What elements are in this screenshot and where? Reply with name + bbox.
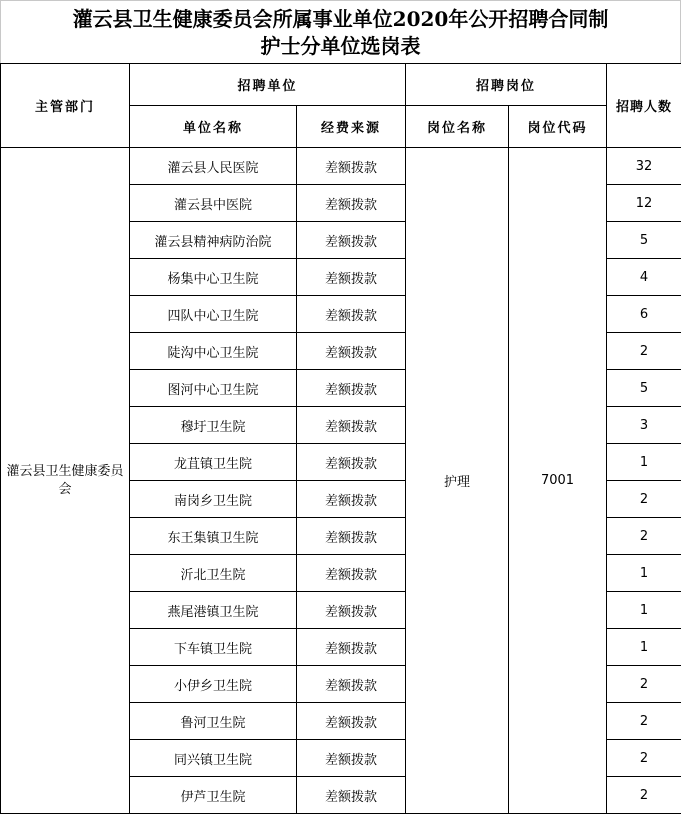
count-cell: 2 [607, 703, 681, 740]
count-cell: 2 [607, 333, 681, 370]
count-cell: 6 [607, 296, 681, 333]
dept-cell: 灌云县卫生健康委员会 [1, 148, 130, 814]
unit-name-cell: 灌云县精神病防治院 [130, 222, 297, 259]
unit-name-cell: 南岗乡卫生院 [130, 481, 297, 518]
table-row [1, 148, 681, 185]
unit-name-cell: 燕尾港镇卫生院 [130, 592, 297, 629]
unit-name-cell: 伊芦卫生院 [130, 777, 297, 814]
unit-name-cell: 四队中心卫生院 [130, 296, 297, 333]
count-cell: 1 [607, 629, 681, 666]
funding-cell: 差额拨款 [297, 185, 406, 222]
funding-cell: 差额拨款 [297, 222, 406, 259]
table-body [1, 148, 681, 814]
count-cell: 2 [607, 666, 681, 703]
title-line-1: 灌云县卫生健康委员会所属事业单位2020年公开招聘合同制 [72, 6, 609, 31]
position-code-cell: 7001 [509, 148, 607, 814]
unit-name-cell: 龙苴镇卫生院 [130, 444, 297, 481]
unit-name-cell: 灌云县人民医院 [130, 148, 297, 185]
count-cell: 1 [607, 444, 681, 481]
unit-name-cell: 鲁河卫生院 [130, 703, 297, 740]
header-position-code: 岗位代码 [509, 106, 607, 148]
unit-name-cell: 下车镇卫生院 [130, 629, 297, 666]
unit-name-cell: 小伊乡卫生院 [130, 666, 297, 703]
unit-name-cell: 东王集镇卫生院 [130, 518, 297, 555]
header-count: 招聘人数 [607, 64, 681, 148]
header-row-1 [1, 64, 681, 106]
header-dept: 主管部门 [1, 64, 130, 148]
count-cell: 2 [607, 777, 681, 814]
header-funding: 经费来源 [297, 106, 406, 148]
count-cell: 2 [607, 481, 681, 518]
funding-cell: 差额拨款 [297, 333, 406, 370]
count-cell: 2 [607, 518, 681, 555]
unit-name-cell: 杨集中心卫生院 [130, 259, 297, 296]
count-cell: 12 [607, 185, 681, 222]
funding-cell: 差额拨款 [297, 259, 406, 296]
funding-cell: 差额拨款 [297, 148, 406, 185]
funding-cell: 差额拨款 [297, 296, 406, 333]
header-position-name: 岗位名称 [406, 106, 509, 148]
funding-cell: 差额拨款 [297, 666, 406, 703]
unit-name-cell: 沂北卫生院 [130, 555, 297, 592]
funding-cell: 差额拨款 [297, 703, 406, 740]
funding-cell: 差额拨款 [297, 518, 406, 555]
funding-cell: 差额拨款 [297, 444, 406, 481]
count-cell: 2 [607, 740, 681, 777]
header-position-group: 招聘岗位 [406, 64, 607, 106]
funding-cell: 差额拨款 [297, 555, 406, 592]
header-unit-group: 招聘单位 [130, 64, 406, 106]
unit-name-cell: 图河中心卫生院 [130, 370, 297, 407]
recruitment-table [0, 63, 681, 814]
funding-cell: 差额拨款 [297, 777, 406, 814]
header-unit-name: 单位名称 [130, 106, 297, 148]
count-cell: 5 [607, 370, 681, 407]
funding-cell: 差额拨款 [297, 370, 406, 407]
funding-cell: 差额拨款 [297, 592, 406, 629]
count-cell: 1 [607, 555, 681, 592]
unit-name-cell: 陡沟中心卫生院 [130, 333, 297, 370]
document-title [0, 0, 681, 64]
unit-name-cell: 穆圩卫生院 [130, 407, 297, 444]
count-cell: 1 [607, 592, 681, 629]
unit-name-cell: 同兴镇卫生院 [130, 740, 297, 777]
funding-cell: 差额拨款 [297, 481, 406, 518]
funding-cell: 差额拨款 [297, 629, 406, 666]
unit-name-cell: 灌云县中医院 [130, 185, 297, 222]
title-line-2: 护士分单位选岗表 [260, 33, 421, 58]
count-cell: 5 [607, 222, 681, 259]
position-name-cell: 护理 [406, 148, 509, 814]
count-cell: 3 [607, 407, 681, 444]
funding-cell: 差额拨款 [297, 407, 406, 444]
count-cell: 32 [607, 148, 681, 185]
count-cell: 4 [607, 259, 681, 296]
funding-cell: 差额拨款 [297, 740, 406, 777]
